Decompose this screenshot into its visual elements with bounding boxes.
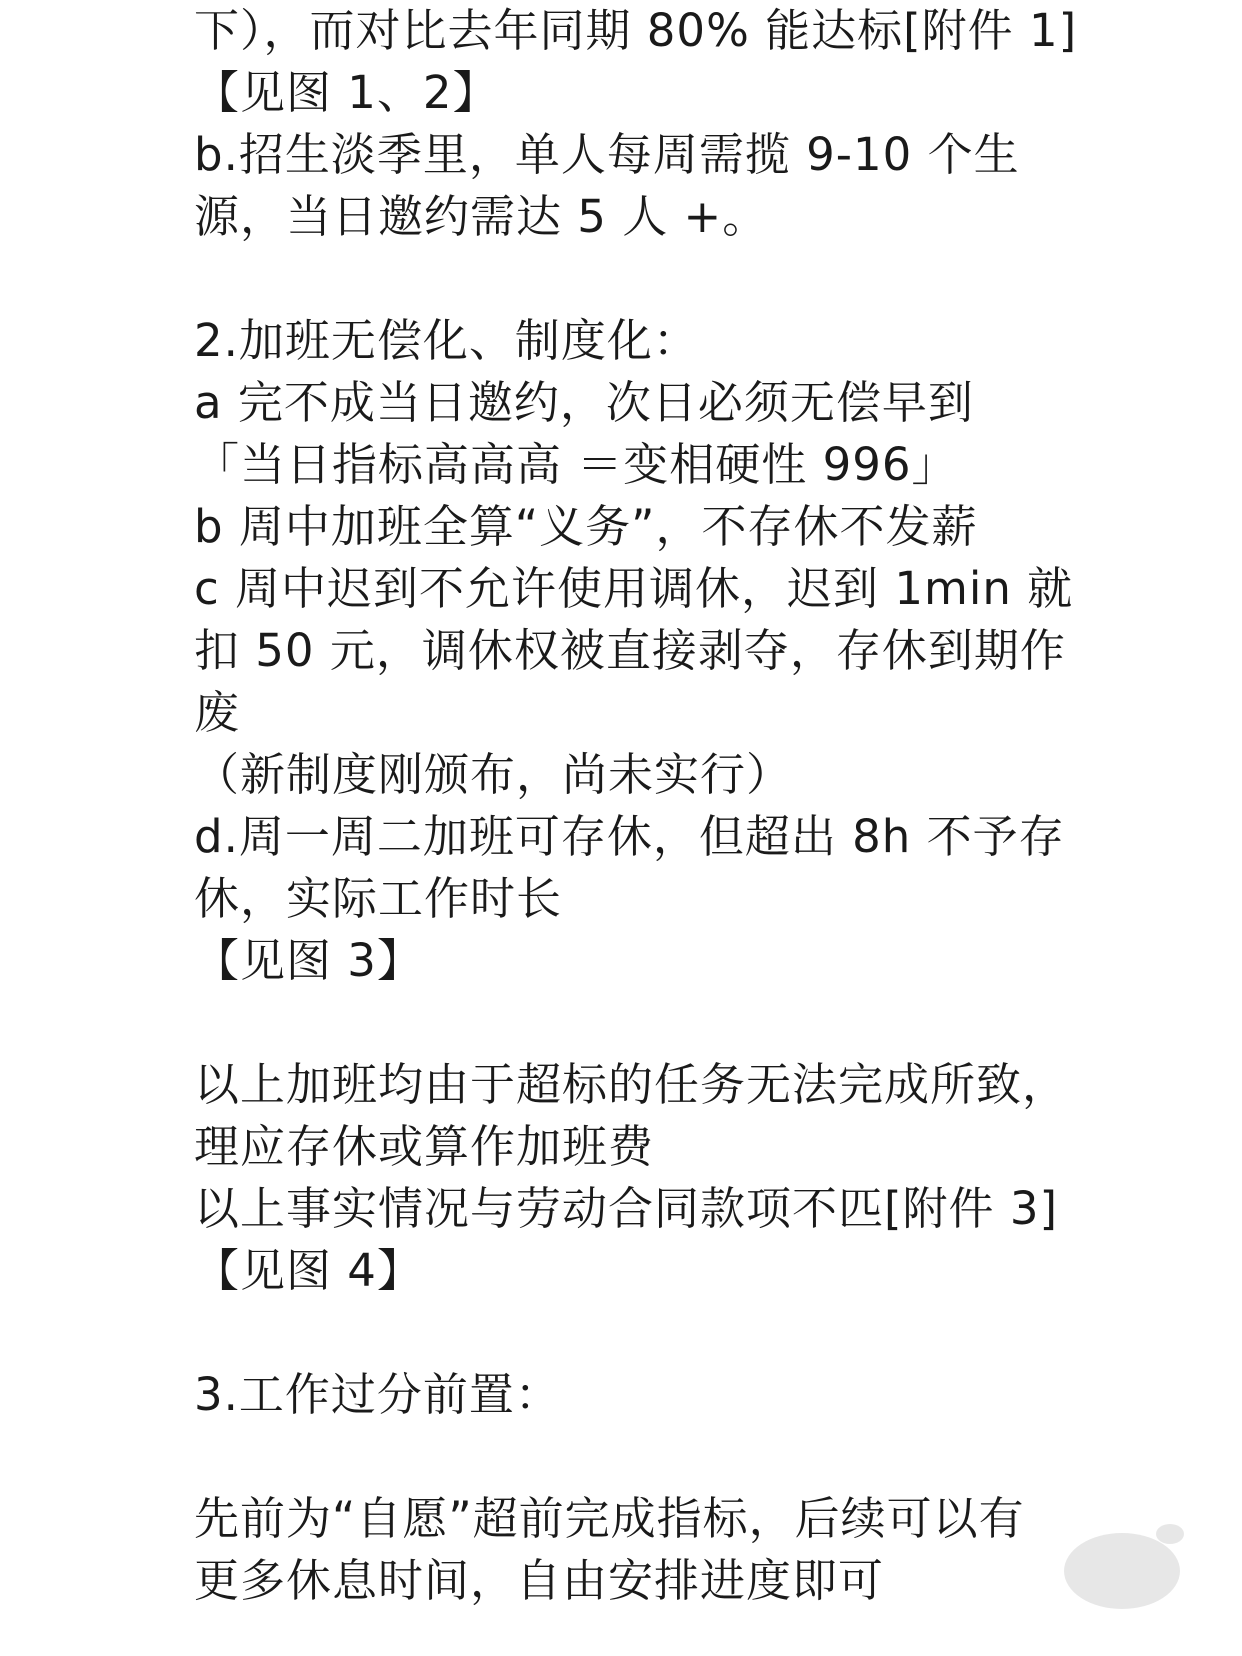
- text-line: 【见图 1、2】: [194, 66, 499, 119]
- text-line: 【见图 3】: [194, 934, 423, 987]
- text-line: 先前为“自愿”超前完成指标，后续可以有: [194, 1492, 1025, 1545]
- blank-line: [194, 1426, 1094, 1488]
- blank-line: [194, 1302, 1094, 1364]
- text-line: 下），而对比去年同期 80% 能达标[附件 1]: [194, 4, 1078, 57]
- text-line: （新制度刚颁布，尚未实行）: [194, 748, 793, 801]
- text-line: 【见图 4】: [194, 1244, 423, 1297]
- text-line: 源，当日邀约需达 5 人 +。: [194, 190, 769, 243]
- note-text-body: [194, 0, 1094, 1612]
- text-line: 以上事实情况与劳动合同款项不匹[附件 3]: [194, 1182, 1059, 1235]
- text-line: 休，实际工作时长: [194, 872, 563, 925]
- text-line: a 完不成当日邀约，次日必须无偿早到: [194, 376, 974, 429]
- text-line: 「当日指标高高高 ＝变相硬性 996」: [194, 438, 958, 491]
- text-line: b 周中加班全算“义务”，不存休不发薪: [194, 500, 978, 553]
- text-line: 扣 50 元，调休权被直接剥夺，存休到期作: [194, 624, 1066, 677]
- text-line: 废: [194, 686, 241, 739]
- section-heading: 2.加班无偿化、制度化：: [194, 314, 699, 367]
- text-line: 以上加班均由于超标的任务无法完成所致，: [194, 1058, 1069, 1111]
- text-line: b.招生淡季里，单人每周需揽 9-10 个生: [194, 128, 1020, 181]
- text-line: d.周一周二加班可存休，但超出 8h 不予存: [194, 810, 1065, 863]
- text-line: c 周中迟到不允许使用调休，迟到 1min 就: [194, 562, 1074, 615]
- blank-line: [194, 248, 1094, 310]
- text-line: 更多休息时间，自由安排进度即可: [194, 1554, 885, 1607]
- platform-watermark-icon: [1052, 1506, 1202, 1616]
- text-line: 理应存休或算作加班费: [194, 1120, 655, 1173]
- section-heading: 3.工作过分前置：: [194, 1368, 561, 1421]
- blank-line: [194, 992, 1094, 1054]
